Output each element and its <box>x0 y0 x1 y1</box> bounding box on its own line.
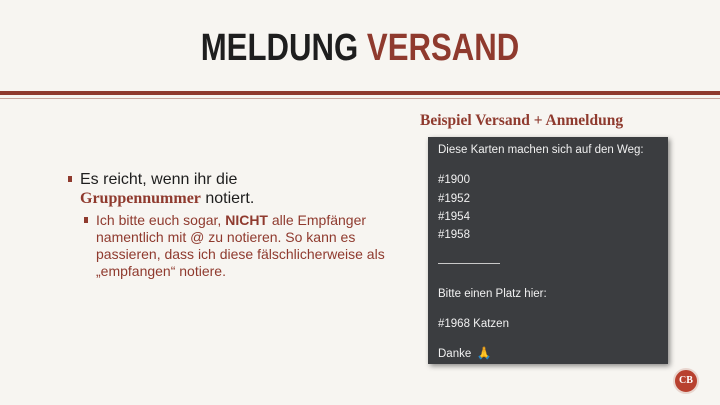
slide-title <box>65 26 655 70</box>
chat-intro: Diese Karten machen sich auf den Weg: <box>438 144 644 156</box>
title-divider-thin <box>0 98 720 99</box>
example-caption: Beispiel Versand + Anmeldung <box>420 112 624 129</box>
bullet-1-text-bold: Gruppennummer <box>80 190 201 207</box>
chat-message-screenshot <box>428 137 668 364</box>
bullet-item-2 <box>84 212 388 280</box>
bullet-2-text-post: alle Empfänger namentlich mit @ zu notieren. So kann es passieren, dass ich diese fälschlicherweise als „empfangen“ notiere. <box>96 212 385 279</box>
bullet-list <box>68 170 388 280</box>
bullet-1-text-post: notiert. <box>200 190 255 207</box>
chat-slot: #1968 Katzen <box>438 318 509 330</box>
chat-thanks-line <box>438 346 491 360</box>
folded-hands-icon: 🙏 <box>476 346 492 360</box>
chat-card-number: #1900 <box>438 174 470 186</box>
chat-card-number: #1958 <box>438 229 470 241</box>
chat-card-number: #1952 <box>438 193 470 205</box>
title-word-meldung: MELDUNG <box>200 27 359 69</box>
cb-logo: CB <box>673 368 699 394</box>
bullet-marker <box>68 176 72 182</box>
chat-thanks: Danke <box>438 348 472 360</box>
bullet-2-text-pre: Ich bitte euch sogar, <box>96 212 226 228</box>
chat-card-number: #1954 <box>438 211 470 223</box>
bullet-item-1 <box>68 170 388 208</box>
title-divider <box>0 91 720 95</box>
chat-request: Bitte einen Platz hier: <box>438 288 547 300</box>
bullet-marker <box>84 217 88 223</box>
chat-separator-line <box>438 263 500 264</box>
bullet-2-text-bold: NICHT <box>225 212 268 228</box>
title-word-versand: VERSAND <box>366 27 520 69</box>
bullet-1-text-pre: Es reicht, wenn ihr die <box>80 171 238 188</box>
